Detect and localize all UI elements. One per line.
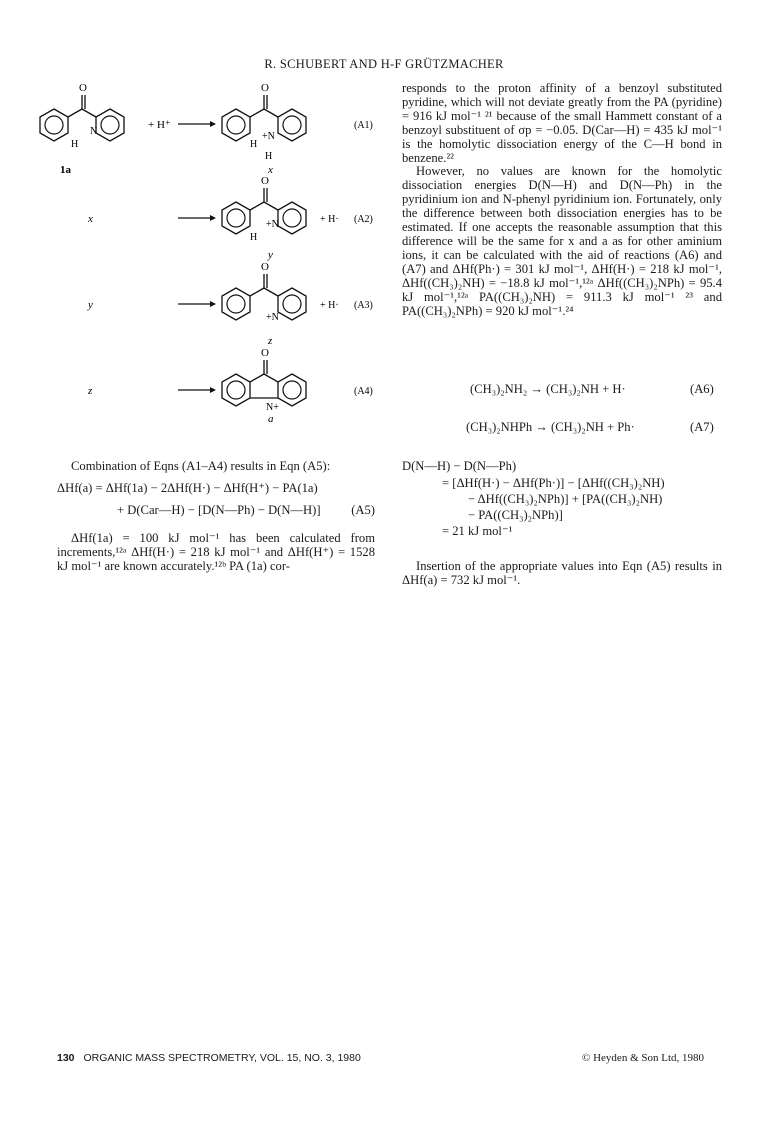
svg-text:O: O [79,82,87,94]
diff-line-1: D(N—H) − D(N—Ph) [402,459,517,473]
left-column [57,460,375,573]
equation-a5-line-2-wrap [57,504,375,518]
left-para-1: Combination of Eqns (A1–A4) results in Eqn (A5): [71,459,331,473]
footer-copyright: © Heyden & Son Ltd, 1980 [582,1052,705,1064]
footer-journal [57,1052,361,1064]
reaction-scheme [20,80,390,440]
right-para-3: Insertion of the appropriate values into Eqn (A5) results in ΔHf(a) = 732 kJ mol⁻¹. [402,559,722,587]
right-para-3-wrap [402,560,722,588]
right-para-2: However, no values are known for the homolytic dissociation energies D(N—H) and D(N—Ph) in the pyridinium ion and N-phenyl pyridinium ion. Fortunately, only the difference between both dissociation energies has to be estimated. If one accepts the reasonable assumption that this difference will be the same for x and a as for other aminium ions, it can be calculated with the aid of reactions (A6) and (A7) and ΔHf(Ph·) = 301 kJ mol⁻¹, ΔHf(H·) = 218 kJ mol⁻¹, ΔHf((CH₃)₂NH) = −18.8 kJ mol⁻¹,¹²ᵃ ΔHf((CH₃)₂NPh) = 95.4 kJ mol⁻¹,¹²ᵃ PA((CH₃)₂NH) = 911.3 kJ mol⁻¹ ²³ and PA((CH₃)₂NPh) = 920 kJ mol⁻¹.²⁴ [402,164,722,318]
equation-a6: (CH₃)₂NH₂ → (CH₃)₂NH + H· [470,382,626,396]
equation-a5-line-1: ΔHf(a) = ΔHf(1a) − 2ΔHf(H·) − ΔHf(H⁺) − PA(1a) [57,480,318,495]
diff-line-3: − ΔHf((CH₃)₂NPh)] + [PA((CH₃)₂NH) [468,491,663,506]
reaction-a1 [40,82,373,176]
a3-h-radical: + H· [320,300,339,311]
a3-eq-number: (A3) [354,300,373,311]
a4-product-label: a [268,413,274,425]
right-para-1: responds to the proton affinity of a benzoyl substituted pyridine, which will not deviate greatly from the PA (pyridine) = 916 kJ mol⁻¹ ²¹ because of the small Hammett constant of a benzoyl substituent of σp = −0.05. D(Car—H) = 435 kJ mol⁻¹ is the homolytic dissociation energy of the C—H bond in benzene.²² [402,81,722,165]
reaction-a2 [87,175,373,261]
svg-text:O: O [261,82,269,94]
a4-eq-number: (A4) [354,386,373,397]
equation-a5-number: (A5) [351,502,375,517]
a2-product-label: y [268,249,273,261]
reaction-a4 [87,347,373,425]
difference-derivation [402,460,732,539]
equation-a7: (CH₃)₂NHPh → (CH₃)₂NH + Ph· [466,420,635,434]
diff-line-5: = 21 kJ mol⁻¹ [442,523,513,538]
diff-line-4: − PA((CH₃)₂NPh)] [468,507,563,522]
equation-a7-number: (A7) [690,420,714,434]
svg-text:O: O [261,261,269,273]
svg-text:O: O [261,175,269,187]
equation-a5-line-2: + D(Car—H) − [D(N—Ph) − D(N—H)] [117,502,321,517]
a2-eq-number: (A2) [354,214,373,225]
a2-left-label: x [88,213,93,225]
a1-left-label: 1a [60,164,71,176]
svg-text:H: H [250,139,258,150]
svg-text:H: H [265,151,273,162]
a2-h-radical: + H· [320,214,339,225]
equation-a6-number: (A6) [690,382,714,396]
svg-text:H: H [250,232,258,243]
svg-text:H: H [71,139,79,150]
a1-eq-number: (A1) [354,120,373,131]
page-number: 130 [57,1052,75,1064]
svg-text:O: O [261,347,269,359]
svg-text:N: N [90,126,98,137]
a1-plus: + H⁺ [148,119,171,131]
svg-text:N+: N+ [266,402,279,413]
left-para-2: ΔHf(1a) = 100 kJ mol⁻¹ has been calculated from increments,¹²ᵃ ΔHf(H·) = 218 kJ mol⁻¹ and ΔHf(H⁺) = 1528 kJ mol⁻¹ are known accurately.¹²ᵇ PA (1a) cor- [57,530,375,573]
svg-text:+N: +N [266,312,279,323]
right-column [402,82,722,318]
journal-title: ORGANIC MASS SPECTROMETRY, VOL. 15, NO. 3, 1980 [83,1052,361,1064]
a1-product-label: x [268,164,273,176]
a4-left-label: z [88,385,93,397]
reaction-a3 [87,261,373,347]
a3-product-label: z [268,335,273,347]
a3-left-label: y [88,299,93,311]
running-header: R. SCHUBERT AND H-F GRÜTZMACHER [264,57,504,71]
diff-line-2: = [ΔHf(H·) − ΔHf(Ph·)] − [ΔHf((CH₃)₂NH) [442,475,665,490]
svg-text:+N: +N [262,131,275,142]
svg-text:+N: +N [266,219,279,230]
